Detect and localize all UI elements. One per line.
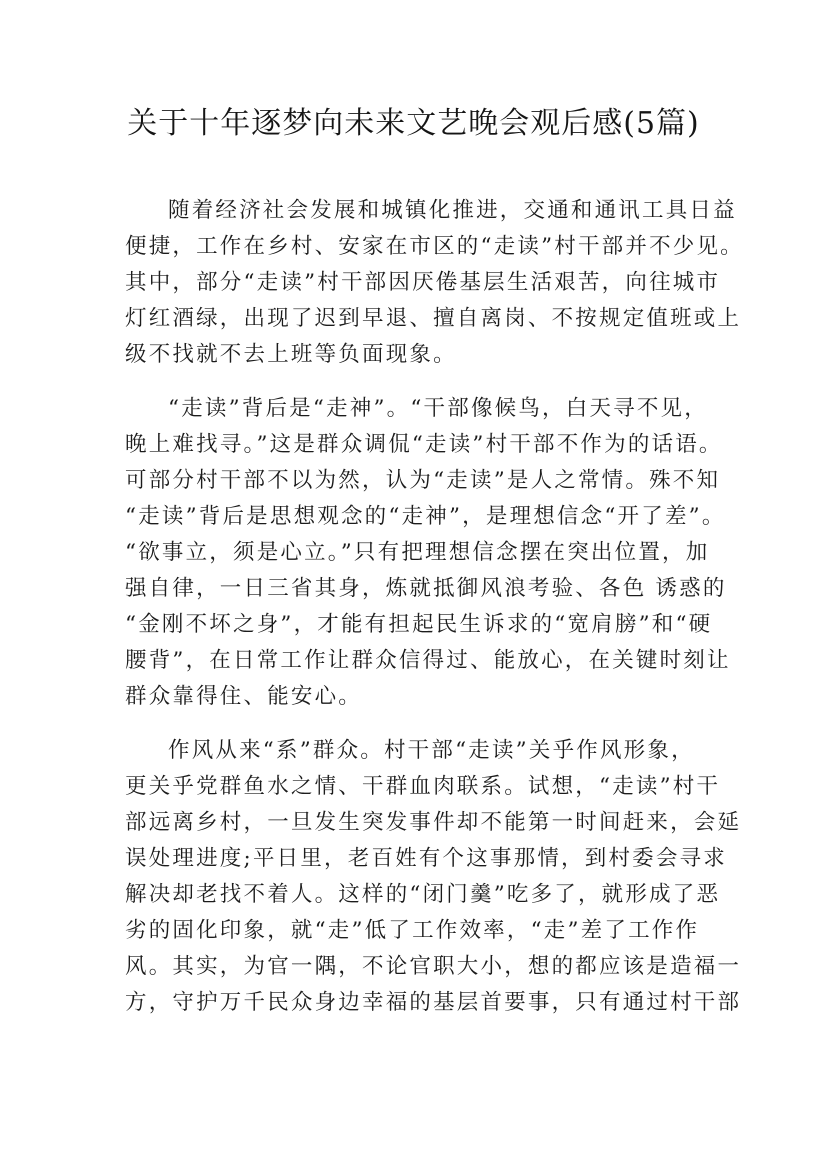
- text-line: 腰背”，在日常工作让群众信得过、能放心，在关键时刻让: [125, 648, 731, 673]
- text-line: 其中，部分“走读”村干部因厌倦基层生活艰苦，向往城市: [125, 270, 721, 295]
- text-line: “走读”背后是思想观念的“走神”，是理想信念“开了差”。: [125, 504, 726, 529]
- text-line: 可部分村干部不以为然，认为“走读”是人之常情。殊不知: [125, 468, 721, 493]
- text-line: 作风从来“系”群众。村干部“走读”关乎作风形象，: [168, 738, 695, 763]
- text-line: 群众靠得住、能安心。: [125, 684, 363, 709]
- text-line: “金刚不坏之身”，才能有担起民生诉求的“宽肩膀”和“硬: [125, 612, 713, 637]
- document-title: 关于十年逐梦向未来文艺晚会观后感(5篇): [127, 106, 700, 141]
- text-line: 灯红酒绿，出现了迟到早退、擅自离岗、不按规定值班或上: [125, 306, 742, 331]
- text-line: 误处理进度;平日里，老百姓有个这事那情，到村委会寻求: [125, 846, 727, 871]
- text-line: 方，守护万千民众身边幸福的基层首要事，只有通过村干部: [125, 990, 742, 1015]
- text-line: 部远离乡村，一旦发生突发事件却不能第一时间赶来，会延: [125, 810, 742, 835]
- text-line: 便捷，工作在乡村、安家在市区的“走读”村干部并不少见。: [125, 234, 744, 259]
- text-line: “欲事立，须是心立。”只有把理想信念摆在突出位置，加: [125, 540, 710, 565]
- text-line: “走读”背后是“走神”。“干部像候鸟，白天寻不见，: [168, 396, 708, 421]
- text-line: 劣的固化印象，就“走”低了工作效率，“走”差了工作作: [125, 918, 700, 943]
- text-line: 强自律，一日三省其身，炼就抵御风浪考验、各色 诱惑的: [125, 576, 727, 601]
- text-line: 级不找就不去上班等负面现象。: [125, 342, 457, 367]
- text-line: 更关乎党群鱼水之情、干群血肉联系。试想，“走读”村干: [125, 774, 721, 799]
- text-line: 随着经济社会发展和城镇化推进，交通和通讯工具日益: [168, 198, 737, 223]
- text-line: 风。其实，为官一隅，不论官职大小，想的都应该是造福一: [125, 954, 742, 979]
- text-line: 晚上难找寻。”这是群众调侃“走读”村干部不作为的话语。: [125, 432, 723, 457]
- text-line: 解决却老找不着人。这样的“闭门羹”吃多了，就形成了恶: [125, 882, 721, 907]
